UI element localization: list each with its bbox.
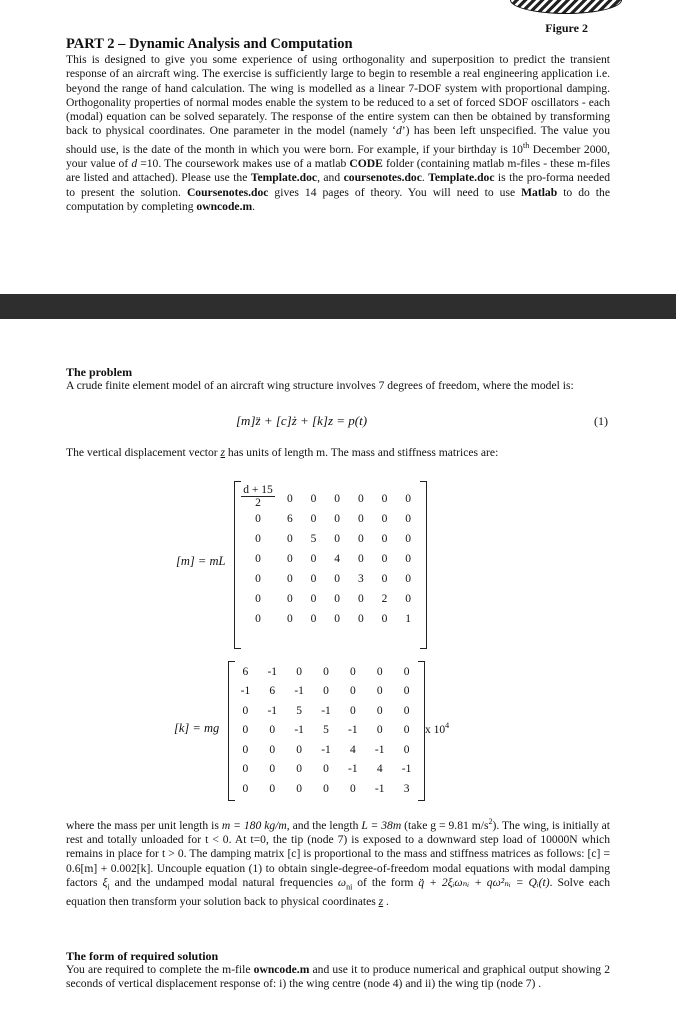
mass_matrix-cell-r4-c7: 0 [405, 553, 412, 565]
stiffness_matrix-cell-r3-c6: 0 [376, 704, 383, 717]
stiffness-multiplier: x $10^4$ [425, 721, 450, 736]
mass_matrix-cell-r1-c2: 0 [286, 493, 293, 505]
mass_matrix-cell-r3-c5: 0 [357, 533, 364, 545]
stiffness_matrix-cell-r4-c1: 0 [242, 724, 249, 737]
mass_matrix-cell-r2-c4: 0 [334, 513, 341, 525]
mass_matrix-cell-r2-c7: 0 [405, 513, 412, 525]
mass_matrix-cell-r1-c7: 0 [405, 493, 412, 505]
stiffness_matrix-cell-r1-c7: 0 [403, 665, 410, 678]
stiffness_matrix-cell-r7-c7: 3 [403, 782, 410, 795]
mass_matrix-cell-r3-c6: 0 [381, 533, 388, 545]
stiffness_matrix-cell-r7-c3: 0 [296, 782, 302, 795]
mass_matrix-cell-r6-c3: 0 [310, 593, 317, 605]
stiffness_matrix-cell-r4-c4: 5 [323, 724, 329, 737]
mass_matrix-cell-r1-c5: 0 [357, 493, 364, 505]
stiffness_matrix-cell-r3-c4: -1 [321, 704, 331, 717]
stiffness_matrix-cell-r7-c4: 0 [323, 782, 329, 795]
page-top-section [0, 0, 676, 294]
stiffness_matrix-cell-r2-c6: 0 [376, 685, 383, 698]
mass_matrix-cell-r5-c3: 0 [310, 573, 317, 585]
stiffness_matrix-cell-r5-c6: -1 [374, 743, 385, 756]
stiffness_matrix-cell-r5-c1: 0 [242, 743, 249, 756]
stiffness_matrix-cell-r6-c6: 4 [376, 763, 383, 776]
stiffness_matrix-cell-r3-c5: 0 [349, 704, 356, 717]
mass_matrix-cell-r4-c6: 0 [381, 553, 388, 565]
stiffness_matrix-cell-r7-c1: 0 [242, 782, 249, 795]
mass_matrix-cell-r2-c6: 0 [381, 513, 388, 525]
mass_matrix-cell-r6-c6: 2 [381, 593, 388, 605]
mass_matrix-cell-r7-c3: 0 [310, 613, 317, 625]
mass_matrix-cell-r5-c1: 0 [255, 573, 261, 585]
stiffness_matrix-cell-r2-c7: 0 [403, 685, 410, 698]
mass-fraction-numerator: d + 15 [243, 484, 273, 496]
mass_matrix-cell-r2-c1: 0 [255, 513, 261, 525]
mass_matrix-cell-r5-c7: 0 [405, 573, 412, 585]
stiffness_matrix-cell-r5-c4: -1 [321, 743, 331, 756]
stiffness_matrix-cell-r6-c4: 0 [323, 763, 329, 776]
stiffness_matrix-cell-r3-c2: -1 [267, 704, 278, 717]
mass_matrix-cell-r5-c4: 0 [334, 573, 341, 585]
page-separator [0, 294, 676, 319]
stiffness_matrix-cell-r2-c1: -1 [240, 685, 251, 698]
mass_matrix-cell-r1-c4: 0 [334, 493, 341, 505]
stiffness_matrix-cell-r4-c6: 0 [376, 724, 383, 737]
stiffness_matrix-cell-r6-c2: 0 [269, 763, 276, 776]
problem-heading: The problem [66, 365, 133, 379]
mass-matrix-grid [238, 489, 420, 629]
stiffness_matrix-cell-r4-c5: -1 [348, 724, 358, 737]
stiffness_matrix-cell-r6-c3: 0 [296, 763, 302, 776]
stiffness_matrix-cell-r1-c4: 0 [323, 665, 329, 678]
mass_matrix-cell-r3-c7: 0 [405, 533, 412, 545]
part-title: PART 2 – Dynamic Analysis and Computation [66, 36, 353, 52]
figure-graphic-fragment [510, 0, 622, 14]
stiffness_matrix-cell-r5-c2: 0 [269, 743, 276, 756]
mass_matrix-cell-r6-c5: 0 [357, 593, 364, 605]
stiffness_matrix-cell-r6-c1: 0 [242, 763, 249, 776]
stiffness_matrix-cell-r2-c4: 0 [323, 685, 329, 698]
mass_matrix-cell-r7-c1: 0 [255, 613, 261, 625]
mass_matrix-cell-r6-c4: 0 [334, 593, 341, 605]
stiffness_matrix-cell-r2-c5: 0 [349, 685, 356, 698]
stiffness_matrix-cell-r3-c1: 0 [242, 704, 249, 717]
stiffness_matrix-cell-r1-c6: 0 [376, 665, 383, 678]
mass_matrix-cell-r4-c3: 0 [310, 553, 317, 565]
stiffness_matrix-cell-r4-c7: 0 [403, 724, 410, 737]
figure-label: Figure 2 [545, 21, 588, 35]
mass_matrix-cell-r5-c2: 0 [286, 573, 293, 585]
mass_matrix-cell-r5-c5: 3 [357, 573, 364, 585]
mass_matrix-cell-r2-c2: 6 [286, 513, 293, 525]
stiffness_matrix-cell-r7-c5: 0 [349, 782, 356, 795]
stiffness-matrix-label: [k] = mg [174, 721, 220, 735]
where-paragraph: where the mass per unit length is m = 180 kg/m, and the length L = 38m (take g = 9.81 $m/s^2$). The wing, is initially at rest and totally unloaded for t < 0. At t=0, the tip (node 7) is exposed to a downward step load of 10000N which remains in place for t > 0. The damping matrix [c] is proportional to the mass and stiffness matrices as follows: [c] = 0.6[m] + 0.002[k]. Uncouple equation (1) to obtain single-degree-of-freedom modal equations with modal damping factors $\xi_i$ and the undamped modal natural frequencies $\omega_{ni}$ of the form q̈ + 2ξᵢωₙᵢ + qω²ₙᵢ = Qᵢ(t). Solve each equation then transform your solution back to physical coordinates z . [66, 817, 611, 908]
mass_matrix-cell-r5-c6: 0 [381, 573, 388, 585]
equation-of-motion: [m]z̈ + [c]ż + [k]z = p(t) [236, 413, 368, 428]
stiffness_matrix-cell-r2-c2: 6 [269, 685, 276, 698]
mass_matrix-cell-r4-c2: 0 [286, 553, 293, 565]
stiffness_matrix-cell-r1-c5: 0 [349, 665, 356, 678]
intro-paragraph: This is designed to give you some experience of using orthogonality and superposition to predict the transient response of an aircraft wing. The exercise is sufficiently large to begin to resemble a real engineering application i.e. beyond the range of hand calculation. The wing is modelled as a linear 7-DOF system with proportional damping. Orthogonality properties of normal modes enable the system to be reduced to a set of forced SDOF oscillators - each (modal) equation can be solved separately. The response of the entire system can then be obtained by transforming back to physical coordinates. One parameter in the model (namely ‘d’) has been left unspecified. The value you should use, is the date of the month in which you were born. For example, if your birthday is 10th December 2000, your value of d =10. The coursework makes use of a matlab CODE folder (containing matlab m-files - these m-files are listed and attached). Please use the Template.doc, and coursenotes.doc. Template.doc is the pro-forma needed to present the solution. Coursenotes.doc gives 14 pages of theory. You will need to use Matlab to do the computation by completing owncode.m. [66, 53, 611, 213]
mass_matrix-cell-r7-c5: 0 [357, 613, 364, 625]
mass_matrix-cell-r2-c3: 0 [310, 513, 317, 525]
mass_matrix-cell-r4-c5: 0 [357, 553, 364, 565]
stiffness_matrix-cell-r2-c3: -1 [294, 685, 304, 698]
mass_matrix-cell-r3-c4: 0 [334, 533, 341, 545]
problem-text: A crude finite element model of an aircraft wing structure involves 7 degrees of freedom, where the model is: [66, 379, 574, 392]
stiffness_matrix-cell-r3-c7: 0 [403, 704, 410, 717]
mass_matrix-cell-r1-c6: 0 [381, 493, 388, 505]
stiffness_matrix-cell-r7-c2: 0 [269, 782, 276, 795]
mass_matrix-cell-r4-c1: 0 [255, 553, 261, 565]
stiffness_matrix-cell-r3-c3: 5 [296, 704, 302, 717]
mass_matrix-cell-r7-c7: 1 [405, 613, 412, 625]
stiffness_matrix-cell-r5-c3: 0 [296, 743, 302, 756]
mass_matrix-cell-r1-c3: 0 [310, 493, 317, 505]
stiffness_matrix-cell-r5-c5: 4 [349, 743, 356, 756]
stiffness_matrix-cell-r4-c2: 0 [269, 724, 276, 737]
stiffness_matrix-cell-r1-c3: 0 [296, 665, 302, 678]
form-heading: The form of required solution [66, 949, 219, 963]
vector-text: The vertical displacement vector z has units of length m. The mass and stiffness matrices are: [66, 446, 499, 459]
mass_matrix-cell-r6-c2: 0 [286, 593, 293, 605]
stiffness_matrix-cell-r5-c7: 0 [403, 743, 410, 756]
stiffness_matrix-cell-r4-c3: -1 [294, 724, 304, 737]
stiffness_matrix-cell-r7-c6: -1 [374, 782, 385, 795]
stiffness_matrix-cell-r6-c7: -1 [401, 763, 412, 776]
stiffness_matrix-cell-r6-c5: -1 [348, 763, 358, 776]
mass_matrix-cell-r3-c1: 0 [255, 533, 261, 545]
equation-number: (1) [594, 414, 608, 428]
mass_matrix-cell-r4-c4: 4 [334, 553, 341, 565]
form-paragraph: You are required to complete the m-file owncode.m and use it to produce numerical and graphical output showing 2 seconds of vertical displacement response of: i) the wing centre (node 4) and ii) the wing tip (node 7) . [66, 963, 610, 991]
stiffness_matrix-cell-r1-c1: 6 [242, 665, 249, 678]
mass_matrix-cell-r7-c4: 0 [334, 613, 341, 625]
stiffness_matrix-cell-r1-c2: -1 [267, 665, 278, 678]
mass-fraction-denominator: 2 [255, 497, 261, 509]
stiffness-matrix-grid [232, 662, 420, 799]
mass_matrix-cell-r7-c2: 0 [286, 613, 293, 625]
mass_matrix-cell-r7-c6: 0 [381, 613, 388, 625]
mass_matrix-cell-r6-c1: 0 [255, 593, 261, 605]
mass_matrix-cell-r3-c3: 5 [310, 533, 317, 545]
mass_matrix-cell-r6-c7: 0 [405, 593, 412, 605]
mass-matrix-label: [m] = mL [176, 554, 226, 568]
mass_matrix-cell-r3-c2: 0 [286, 533, 293, 545]
page-bottom-section [0, 319, 676, 1024]
mass-matrix-right-bracket [420, 481, 427, 649]
mass_matrix-cell-r2-c5: 0 [357, 513, 364, 525]
